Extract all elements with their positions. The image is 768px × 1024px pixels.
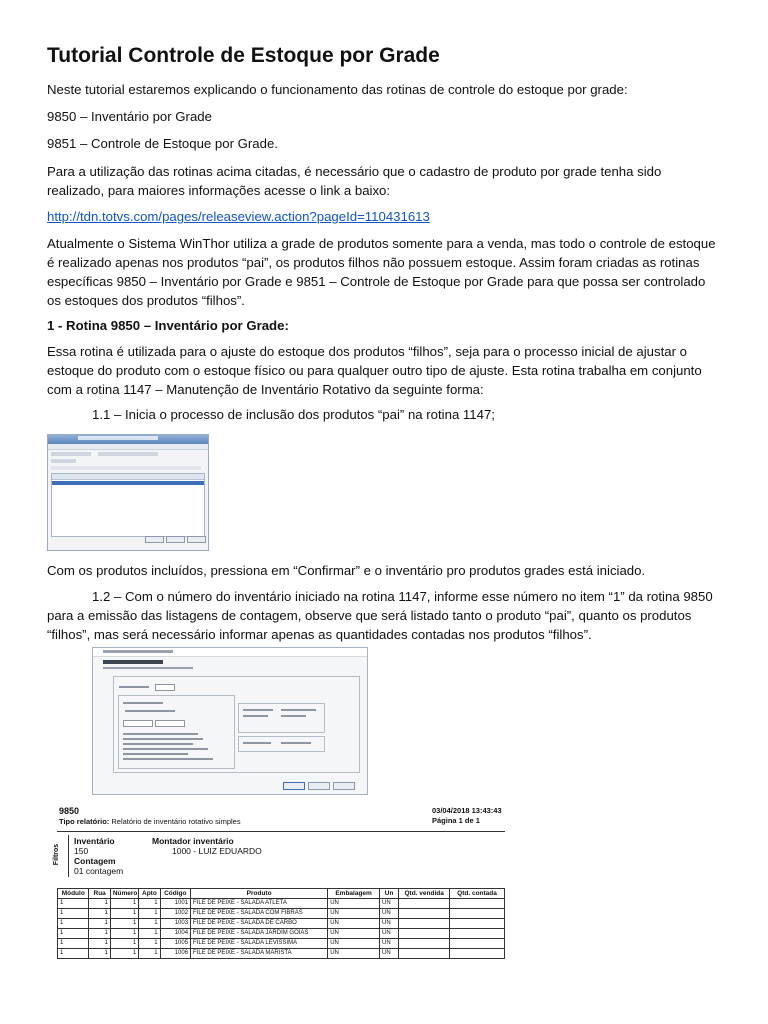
report-type	[59, 817, 241, 826]
table-cell: 1001	[160, 899, 190, 909]
report-column-header: Qtd. vendida	[399, 889, 450, 899]
routine-9850-line: 9850 – Inventário por Grade	[47, 109, 212, 124]
table-cell: UN	[379, 939, 398, 949]
table-cell: 1	[139, 939, 160, 949]
table-cell	[399, 899, 450, 909]
report-date: 03/04/2018 13:43:43	[432, 806, 502, 815]
table-cell	[399, 949, 450, 959]
screenshot-rotina-1147	[47, 434, 209, 551]
contagem-label: Contagem	[74, 856, 116, 866]
table-cell: UN	[328, 899, 380, 909]
table-cell: 1	[89, 899, 110, 909]
table-cell: UN	[328, 909, 380, 919]
table-cell: UN	[328, 919, 380, 929]
table-cell: 1	[110, 929, 138, 939]
table-cell: 1	[110, 939, 138, 949]
screenshot-rotina-9850	[92, 647, 368, 795]
step-1-2: 1.2 – Com o número do inventário iniciado na rotina 1147, informe esse número no item “1” da rotina 9850 para a emissão das listagens de contagem, observe que será listado tanto o produto “pai”, quanto os produtos “filhos”, mas será necessário informar apenas as quantidades contadas nos produtos “filhos”.	[47, 589, 713, 642]
table-cell: UN	[379, 919, 398, 929]
table-cell: 1	[58, 939, 89, 949]
table-cell: 1	[139, 919, 160, 929]
table-cell: UN	[379, 899, 398, 909]
table-row	[58, 919, 505, 929]
table-cell: FILE DE PEIXE - SALADA DE CARBO	[191, 919, 328, 929]
table-cell: 1	[58, 929, 89, 939]
report-table	[57, 888, 505, 959]
report-column-header: Código	[160, 889, 190, 899]
page-title: Tutorial Controle de Estoque por Grade	[47, 44, 440, 67]
table-cell	[399, 909, 450, 919]
report-filters-label: Filtros	[58, 835, 69, 877]
table-cell: 1	[89, 929, 110, 939]
table-cell: UN	[379, 949, 398, 959]
table-cell: 1005	[160, 939, 190, 949]
table-cell: 1003	[160, 919, 190, 929]
step-1-1: 1.1 – Inicia o processo de inclusão dos produtos “pai” na rotina 1147;	[92, 407, 495, 422]
winthor-paragraph: Atualmente o Sistema WinThor utiliza a grade de produtos somente para a venda, mas todo o controle de estoque é realizado apenas nos produtos “pai”, os produtos filhos não possuem estoque. Assim foram criadas as rotinas específicas 9850 – Inventário por Grade e 9851 – Controle de Estoque por Grade para que possa ser controlado os estoques dos produtos “filhos”.	[47, 236, 716, 308]
report-column-header: Módulo	[58, 889, 89, 899]
table-cell	[399, 919, 450, 929]
table-cell: FILE DE PEIXE - SALADA COM FIBRAS	[191, 909, 328, 919]
report-column-header: Qtd. contada	[450, 889, 505, 899]
table-cell: 1002	[160, 909, 190, 919]
table-cell: 1004	[160, 929, 190, 939]
table-cell	[399, 929, 450, 939]
table-cell: 1	[139, 899, 160, 909]
table-cell: 1	[89, 949, 110, 959]
table-cell: 1	[139, 909, 160, 919]
table-cell	[450, 939, 505, 949]
montador-label: Montador inventário	[152, 836, 234, 846]
tdn-link[interactable]: http://tdn.totvs.com/pages/releaseview.action?pageId=110431613	[47, 209, 430, 224]
tdn-link-line	[47, 207, 721, 226]
table-cell	[450, 899, 505, 909]
table-cell: 1	[139, 929, 160, 939]
table-cell: 1	[110, 919, 138, 929]
report-column-header: Apto	[139, 889, 160, 899]
report-column-header: Rua	[89, 889, 110, 899]
routine-9851-line: 9851 – Controle de Estoque por Grade.	[47, 136, 278, 151]
table-row	[58, 909, 505, 919]
inventario-value: 150	[74, 846, 89, 856]
report-column-header: Produto	[191, 889, 328, 899]
contagem-value: 01 contagem	[74, 866, 124, 876]
table-cell: 1	[89, 919, 110, 929]
report-page: Página 1 de 1	[432, 816, 480, 825]
inventory-report	[53, 803, 505, 965]
report-table-body	[58, 899, 505, 959]
report-table-header	[58, 889, 505, 899]
table-cell: 1	[110, 949, 138, 959]
table-cell: UN	[328, 949, 380, 959]
section-1-paragraph: Essa rotina é utilizada para o ajuste do estoque dos produtos “filhos”, seja para o processo inicial de ajustar o estoque do produto com o estoque físico ou para qualquer outro tipo de ajuste. Esta rotina trabalha em conjunto com a rotina 1147 – Manutenção de Inventário Rotativo da seguinte forma:	[47, 344, 702, 397]
table-cell: 1	[110, 899, 138, 909]
table-cell: 1	[58, 909, 89, 919]
table-cell: 1	[58, 899, 89, 909]
table-row	[58, 899, 505, 909]
report-column-header: Un	[379, 889, 398, 899]
report-code: 9850	[59, 806, 80, 816]
table-cell	[450, 919, 505, 929]
table-cell	[450, 949, 505, 959]
table-cell: 1006	[160, 949, 190, 959]
report-type-label: Tipo relatório:	[59, 817, 110, 826]
table-cell: FILE DE PEIXE - SALADA LEVISSIMA	[191, 939, 328, 949]
table-cell: FILE DE PEIXE - SALADA ATLETA	[191, 899, 328, 909]
table-cell: UN	[379, 929, 398, 939]
table-cell	[450, 909, 505, 919]
prerequisite-paragraph: Para a utilização das rotinas acima citadas, é necessário que o cadastro de produto por grade tenha sido realizado, para maiores informações acesse o link a baixo:	[47, 164, 662, 198]
table-cell: 1	[139, 949, 160, 959]
table-cell: 1	[110, 909, 138, 919]
table-cell	[450, 929, 505, 939]
table-cell: 1	[58, 919, 89, 929]
report-column-header: Embalagem	[328, 889, 380, 899]
report-type-value: Relatório de inventário rotativo simples	[111, 817, 241, 826]
table-cell: UN	[379, 909, 398, 919]
intro-paragraph: Neste tutorial estaremos explicando o funcionamento das rotinas de controle do estoque por grade:	[47, 82, 628, 97]
after-screenshot-paragraph: Com os produtos incluídos, pressiona em “Confirmar” e o inventário pro produtos grades está iniciado.	[47, 563, 646, 578]
table-cell: FILE DE PEIXE - SALADA JARDIM GOIAS	[191, 929, 328, 939]
report-divider	[57, 831, 505, 832]
montador-value: 1000 - LUIZ EDUARDO	[172, 846, 262, 856]
table-cell: 1	[89, 909, 110, 919]
table-cell: UN	[328, 939, 380, 949]
table-cell: FILE DE PEIXE - SALADA MARISTA	[191, 949, 328, 959]
table-row	[58, 939, 505, 949]
inventario-label: Inventário	[74, 836, 115, 846]
table-cell	[399, 939, 450, 949]
report-column-header: Número	[110, 889, 138, 899]
table-cell: UN	[328, 929, 380, 939]
table-cell: 1	[89, 939, 110, 949]
table-row	[58, 949, 505, 959]
table-cell: 1	[58, 949, 89, 959]
section-1-heading: 1 - Rotina 9850 – Inventário por Grade:	[47, 318, 289, 333]
table-row	[58, 929, 505, 939]
